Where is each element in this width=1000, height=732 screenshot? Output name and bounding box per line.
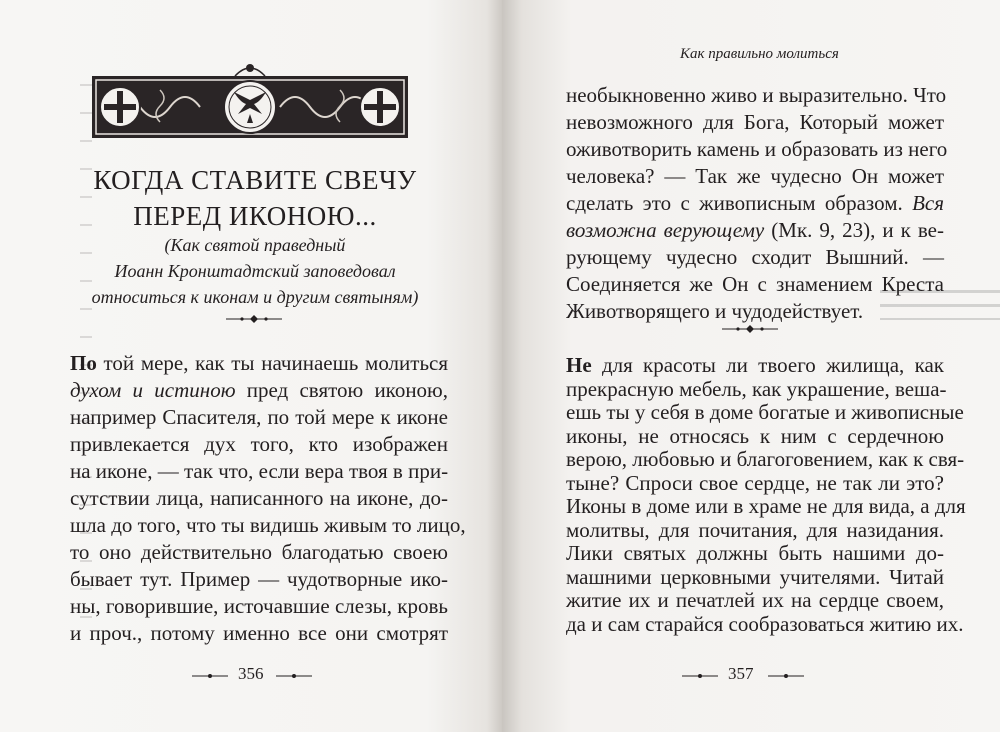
body-line: рующему чудесно сходит Вышний. — [566, 245, 944, 269]
body-line: Животворящего и чудодействует. [566, 299, 864, 323]
subtitle-line-2: Иоанн Кронштадтский заповедовал [114, 261, 396, 281]
page-number-ornament-left [682, 672, 718, 680]
body-line: житие их и печатлей их на сердце своем, [566, 588, 944, 612]
body-line: По той мере, как ты начинаешь молиться [70, 351, 448, 375]
section-divider-ornament [224, 314, 284, 324]
body-line: сутствии лица, написанного на иконе, до- [70, 486, 448, 510]
body-line: молитвы, для почитания, для назидания. [566, 517, 944, 542]
body-line: шла до того, что ты видишь живым то лицо, [70, 513, 466, 537]
body-line: Иконы в доме или в храме не для вида, а для [566, 494, 966, 518]
body-line: человека? — Так же чудесно Он может [566, 164, 944, 188]
body-line: тыне? Спроси свое сердце, не так ли это? [566, 470, 944, 495]
body-line: и проч., потому именно все они смотрят [70, 621, 448, 645]
body-line: на иконе, — так что, если вера твоя в при- [70, 459, 449, 483]
body-line: Соединяется же Он с знамением Креста [566, 272, 944, 296]
running-head: Как правильно молиться [680, 46, 839, 62]
body-line: необыкновенно живо и выразительно. Что [566, 83, 947, 107]
body-line: Не для красоты ли твоего жилища, как [566, 353, 944, 377]
body-line: невозможного для Бога, Который может [566, 110, 944, 134]
body-line: иконы, не относясь к ним с сердечною [566, 423, 944, 448]
body-line: сделать это с живописным образом. Вся [566, 191, 944, 215]
chapter-title-line-1: КОГДА СТАВИТЕ СВЕЧУ [93, 165, 417, 195]
body-line: возможна верующему (Мк. 9, 23), и к ве- [566, 218, 944, 242]
page-number: 357 [728, 664, 754, 683]
body-line: ешь ты у себя в доме богатые и живописные [566, 400, 964, 424]
body-line: привлекается дух того, кто изображен [70, 432, 448, 456]
body-line: машними церковными учителями. Читай [566, 564, 944, 589]
body-line: то оно действительно благодатью своею [70, 540, 448, 564]
body-line: прекрасную мебель, как украшение, веша- [566, 376, 947, 401]
body-line: бывает тут. Пример — чудотворные ико- [70, 567, 448, 591]
body-line: например Спасителя, по той мере к иконе [70, 405, 448, 429]
page-number: 356 [238, 664, 264, 683]
body-line: да и сам старайся сообразоваться житию их. [566, 611, 964, 636]
page-number-ornament-right [768, 672, 804, 680]
body-line: верою, любовью и благоговением, как к свя- [566, 447, 965, 471]
body-line: духом и истиною пред святою иконою, [70, 378, 448, 402]
body-line: оживотворить камень и образовать из него [566, 137, 948, 161]
chapter-title-line-2: ПЕРЕД ИКОНОЮ... [133, 201, 377, 231]
subtitle-line-3: относиться к иконам и другим святыням) [91, 287, 419, 307]
subtitle-line-1: (Как святой праведный [164, 235, 346, 255]
body-line: Лики святых должны быть нашими до- [566, 541, 944, 565]
page-number-ornament-left [192, 672, 228, 680]
page-number-ornament-right [276, 672, 312, 680]
body-line: ны, говорившие, источавшие слезы, кровь [70, 594, 448, 618]
section-divider-ornament [720, 324, 780, 334]
ornamental-header-band [90, 60, 410, 142]
